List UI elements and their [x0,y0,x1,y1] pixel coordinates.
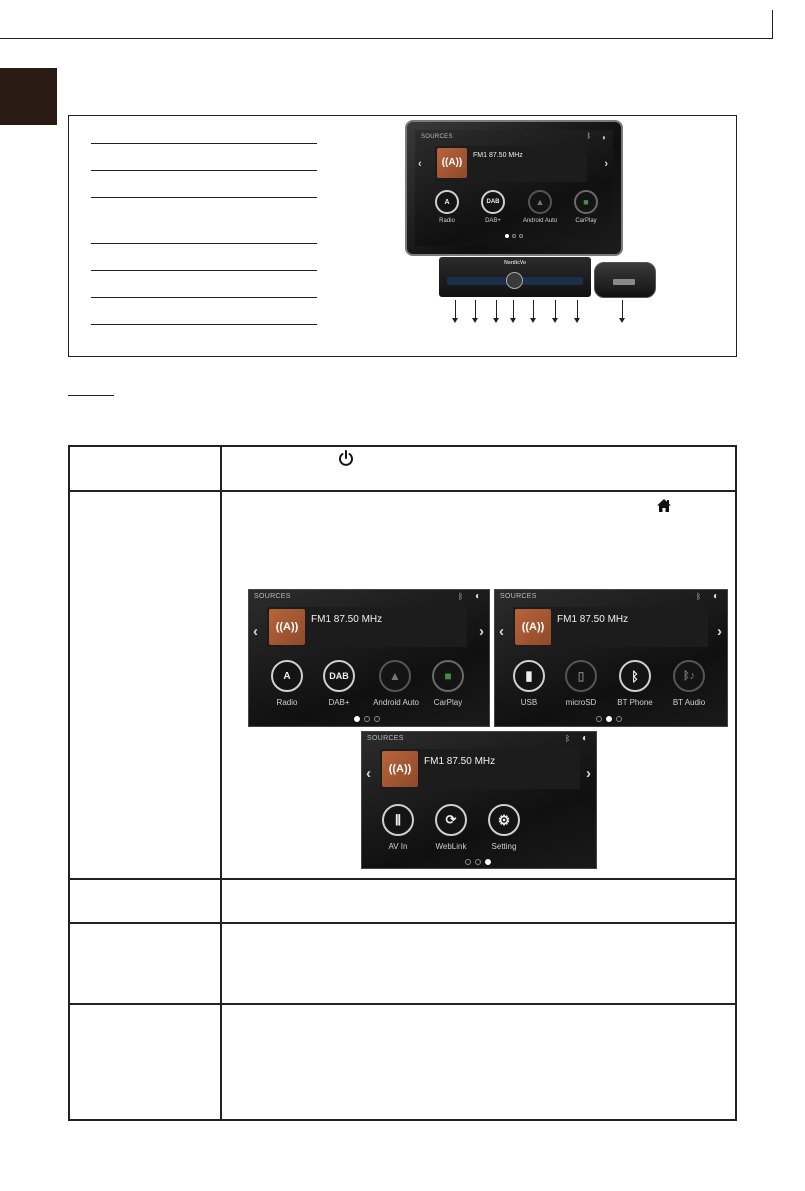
table-border-top [68,445,737,447]
overview-panel [68,115,737,357]
page-dot [616,716,622,722]
android-auto-icon[interactable]: ▲ [379,660,411,692]
brightness-icon: ◐ [712,591,719,602]
callout-line [91,143,317,144]
source-label-usb: USB [520,698,538,707]
source-label-bt-audio: BT Audio [672,698,706,707]
android-auto-icon[interactable]: ▲ [528,190,552,214]
callout-arrow [475,300,476,318]
page-dot [374,716,380,722]
overview-screen-ui [415,130,613,246]
head-unit-front-panel [439,257,591,297]
brand-label: NordicVo [504,260,526,266]
page-dot [485,859,491,865]
brightness-icon: ◐ [581,733,588,744]
page-dot [606,716,612,722]
callout-line [91,197,317,198]
home-icon [656,498,672,513]
note-underline [68,395,114,396]
page-dot [354,716,360,722]
radio-antenna-icon: ((A)) [382,751,418,787]
source-label-carplay: CarPlay [575,218,597,224]
bluetooth-icon: ᛒ [696,592,701,601]
frequency-text: FM1 87.50 MHz [473,152,523,159]
callout-arrow [496,300,497,318]
source-label-microsd: microSD [565,698,597,707]
callout-arrow [555,300,556,318]
table-row-divider [68,922,737,924]
callout-line [91,243,317,244]
bluetooth-icon: ᛒ [586,133,591,140]
radio-antenna-icon: ((A)) [437,148,467,178]
weblink-icon[interactable]: ⟳ [435,804,467,836]
next-page-icon[interactable]: › [604,158,608,170]
callout-arrow [577,300,578,318]
radio-antenna-icon[interactable]: A [435,190,459,214]
frequency-text: FM1 87.50 MHz [311,614,383,625]
radio-antenna-icon: ((A)) [515,609,551,645]
table-border-bottom [68,1119,737,1121]
screen-title: SOURCES [254,593,291,600]
bt-audio-icon[interactable]: ᛒ♪ [673,660,705,692]
bluetooth-icon[interactable]: ᛒ [619,660,651,692]
bluetooth-icon: ᛒ [565,734,570,743]
page-dot [505,234,509,238]
head-unit-screen [405,120,623,256]
source-label-setting: Setting [491,842,517,851]
page-indicator [505,234,523,238]
chapter-tab-marker [0,68,57,125]
bluetooth-icon: ᛒ [458,592,463,601]
screen-title: SOURCES [367,735,404,742]
settings-gear-icon[interactable]: ⚙ [488,804,520,836]
source-label-android-auto: Android Auto [522,218,558,224]
prev-page-icon[interactable]: ‹ [418,158,422,170]
source-label-av-in: AV In [388,842,408,851]
power-icon [338,449,354,467]
brightness-icon: ◐ [602,133,607,142]
source-label-dab: DAB+ [485,218,501,224]
radio-antenna-icon[interactable]: A [271,660,303,692]
usb-port-detail [594,262,656,298]
sources-screen-page-3 [361,731,597,869]
av-in-icon[interactable]: ⫼ [382,804,414,836]
brightness-icon: ◐ [474,591,481,602]
source-label-bt-phone: BT Phone [617,698,653,707]
table-row-divider [68,490,737,492]
page-dot [596,716,602,722]
callout-line [91,270,317,271]
table-border-left [68,445,70,1121]
callout-line [91,324,317,325]
source-label-dab: DAB+ [328,698,350,707]
callout-arrow [622,300,623,318]
carplay-icon[interactable]: ■ [432,660,464,692]
sources-screen-page-1 [248,589,490,727]
callout-arrow [455,300,456,318]
page-indicator [465,859,491,865]
page-indicator [596,716,622,722]
next-page-icon[interactable]: › [586,765,591,782]
carplay-icon[interactable]: ■ [574,190,598,214]
page-dot [519,234,523,238]
callout-line [91,297,317,298]
page-dot [475,859,481,865]
microsd-icon[interactable]: ▯ [565,660,597,692]
prev-page-icon[interactable]: ‹ [366,765,371,782]
screen-title: SOURCES [500,593,537,600]
volume-knob[interactable] [506,272,523,289]
page-dot [512,234,516,238]
source-label-radio: Radio [439,218,455,224]
next-page-icon[interactable]: › [479,623,484,640]
page-indicator [354,716,380,722]
table-border-right [735,445,737,1121]
top-rule [0,38,773,39]
table-column-divider [220,445,222,1121]
sources-screen-page-2 [494,589,728,727]
page-dot [465,859,471,865]
page-dot [364,716,370,722]
screen-title: SOURCES [421,134,453,140]
next-page-icon[interactable]: › [717,623,722,640]
source-label-radio: Radio [276,698,298,707]
dab-icon[interactable]: DAB [323,660,355,692]
source-label-carplay: CarPlay [433,698,463,707]
top-rule-end [772,10,773,39]
frequency-text: FM1 87.50 MHz [557,614,629,625]
usb-icon[interactable]: ▮ [513,660,545,692]
usb-port-icon [613,279,635,285]
prev-page-icon[interactable]: ‹ [253,623,258,640]
callout-line [91,170,317,171]
callout-arrow [533,300,534,318]
source-label-weblink: WebLink [435,842,467,851]
source-label-android-auto: Android Auto [373,698,419,707]
callout-arrow [513,300,514,318]
table-row-divider [68,1003,737,1005]
prev-page-icon[interactable]: ‹ [499,623,504,640]
dab-icon[interactable]: DAB [481,190,505,214]
table-row-divider [68,878,737,880]
frequency-text: FM1 87.50 MHz [424,756,496,767]
radio-antenna-icon: ((A)) [269,609,305,645]
